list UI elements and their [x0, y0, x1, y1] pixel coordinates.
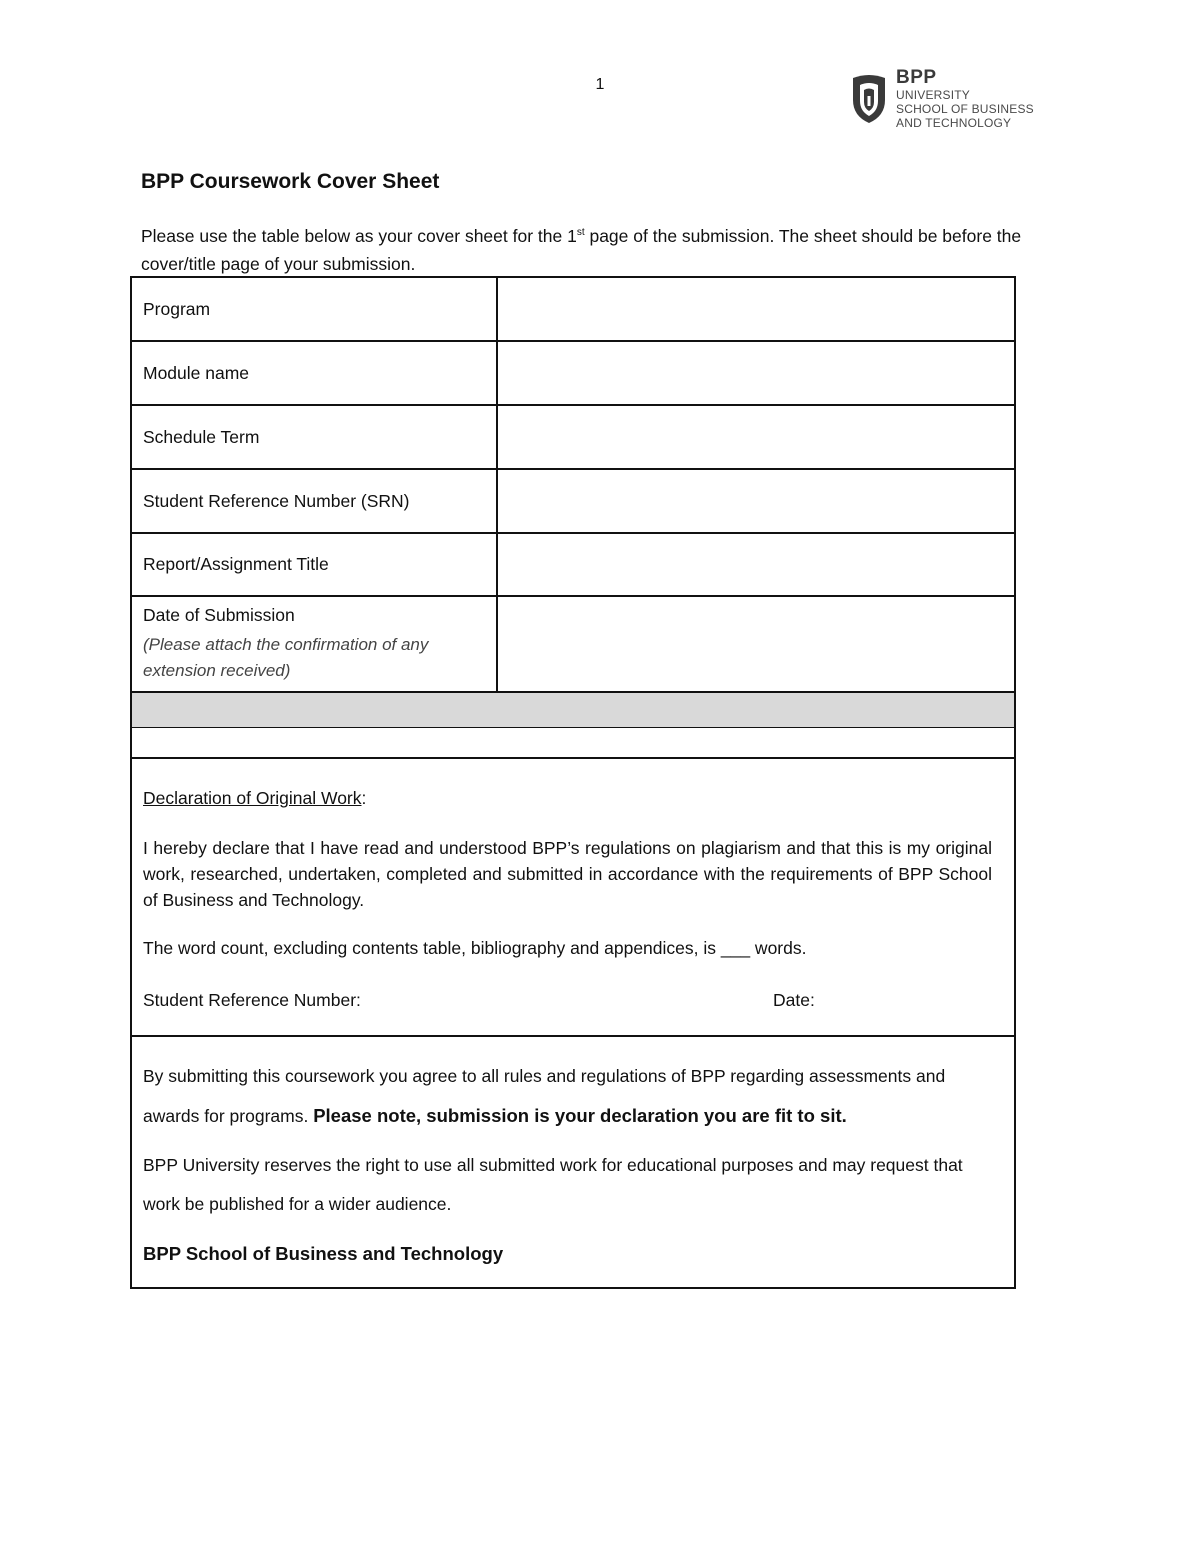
schedule-term-field[interactable]	[498, 406, 1014, 468]
srn-label: Student Reference Number (SRN)	[132, 470, 498, 532]
date-of-submission-cell	[132, 597, 498, 691]
assignment-title-field[interactable]	[498, 534, 1014, 595]
terms-section	[132, 1037, 1014, 1287]
program-field[interactable]	[498, 278, 1014, 340]
date-label: Date:	[773, 990, 815, 1010]
intro-superscript: st	[576, 227, 585, 238]
logo-line-school: SCHOOL OF BUSINESS	[896, 102, 1034, 116]
assignment-title-label: Report/Assignment Title	[132, 534, 498, 595]
student-reference-number-label: Student Reference Number:	[143, 990, 361, 1010]
intro-text-end: page of the submission. The sheet should be before the cover/title page of your submission.	[141, 226, 1022, 274]
schedule-term-label: Schedule Term	[132, 406, 498, 468]
terms-paragraph-1	[143, 1057, 996, 1136]
table-row-date	[132, 597, 1014, 693]
bpp-logo	[850, 68, 1040, 132]
page-number: 1	[595, 76, 605, 93]
table-row-schedule-term	[132, 406, 1014, 470]
lion-shield-icon	[850, 74, 888, 124]
blank-row	[132, 728, 1014, 759]
intro-text-start: Please use the table below as your cover sheet for the 1	[141, 226, 577, 246]
terms-text: By submitting this coursework you agree to all rules and regulations of BPP regarding assessments and awards for programs.	[143, 1066, 946, 1126]
srn-field[interactable]	[498, 470, 1014, 532]
declaration-text: I hereby declare that I have read and understood BPP’s regulations on plagiarism and that this is my original work, researched, undertaken, completed and submitted in accordance with the requirements of BPP School of Business and Technology.	[143, 838, 992, 910]
school-name: BPP School of Business and Technology	[143, 1243, 504, 1264]
logo-line-university: UNIVERSITY	[896, 88, 971, 102]
declaration-heading-colon: :	[361, 788, 367, 808]
cover-sheet-table	[130, 276, 1016, 1289]
grey-separator-row	[132, 693, 1014, 728]
date-of-submission-label: Date of Submission	[143, 605, 295, 625]
fit-to-sit-note: Please note, submission is your declaration you are fit to sit.	[313, 1105, 847, 1126]
declaration-heading-text: Declaration of Original Work	[143, 788, 362, 808]
terms-paragraph-2: BPP University reserves the right to use all submitted work for educational purposes and may request that work be published for a wider audience.	[143, 1155, 963, 1214]
module-name-field[interactable]	[498, 342, 1014, 404]
module-name-label: Module name	[132, 342, 498, 404]
logo-brand: BPP	[896, 67, 937, 88]
table-row-srn	[132, 470, 1014, 534]
logo-line-technology: AND TECHNOLOGY	[896, 116, 1012, 130]
program-label: Program	[132, 278, 498, 340]
document-title: BPP Coursework Cover Sheet	[141, 170, 440, 193]
table-row-program	[132, 278, 1014, 342]
intro-paragraph	[141, 222, 1041, 278]
word-count-statement: The word count, excluding contents table, bibliography and appendices, is ___ words.	[143, 938, 807, 958]
table-row-title	[132, 534, 1014, 597]
signature-line	[143, 987, 992, 1013]
extension-note: (Please attach the confirmation of any extension received)	[143, 635, 429, 680]
declaration-section	[132, 759, 1014, 1037]
table-row-module	[132, 342, 1014, 406]
declaration-heading	[143, 785, 992, 811]
date-of-submission-field[interactable]	[498, 597, 1014, 691]
